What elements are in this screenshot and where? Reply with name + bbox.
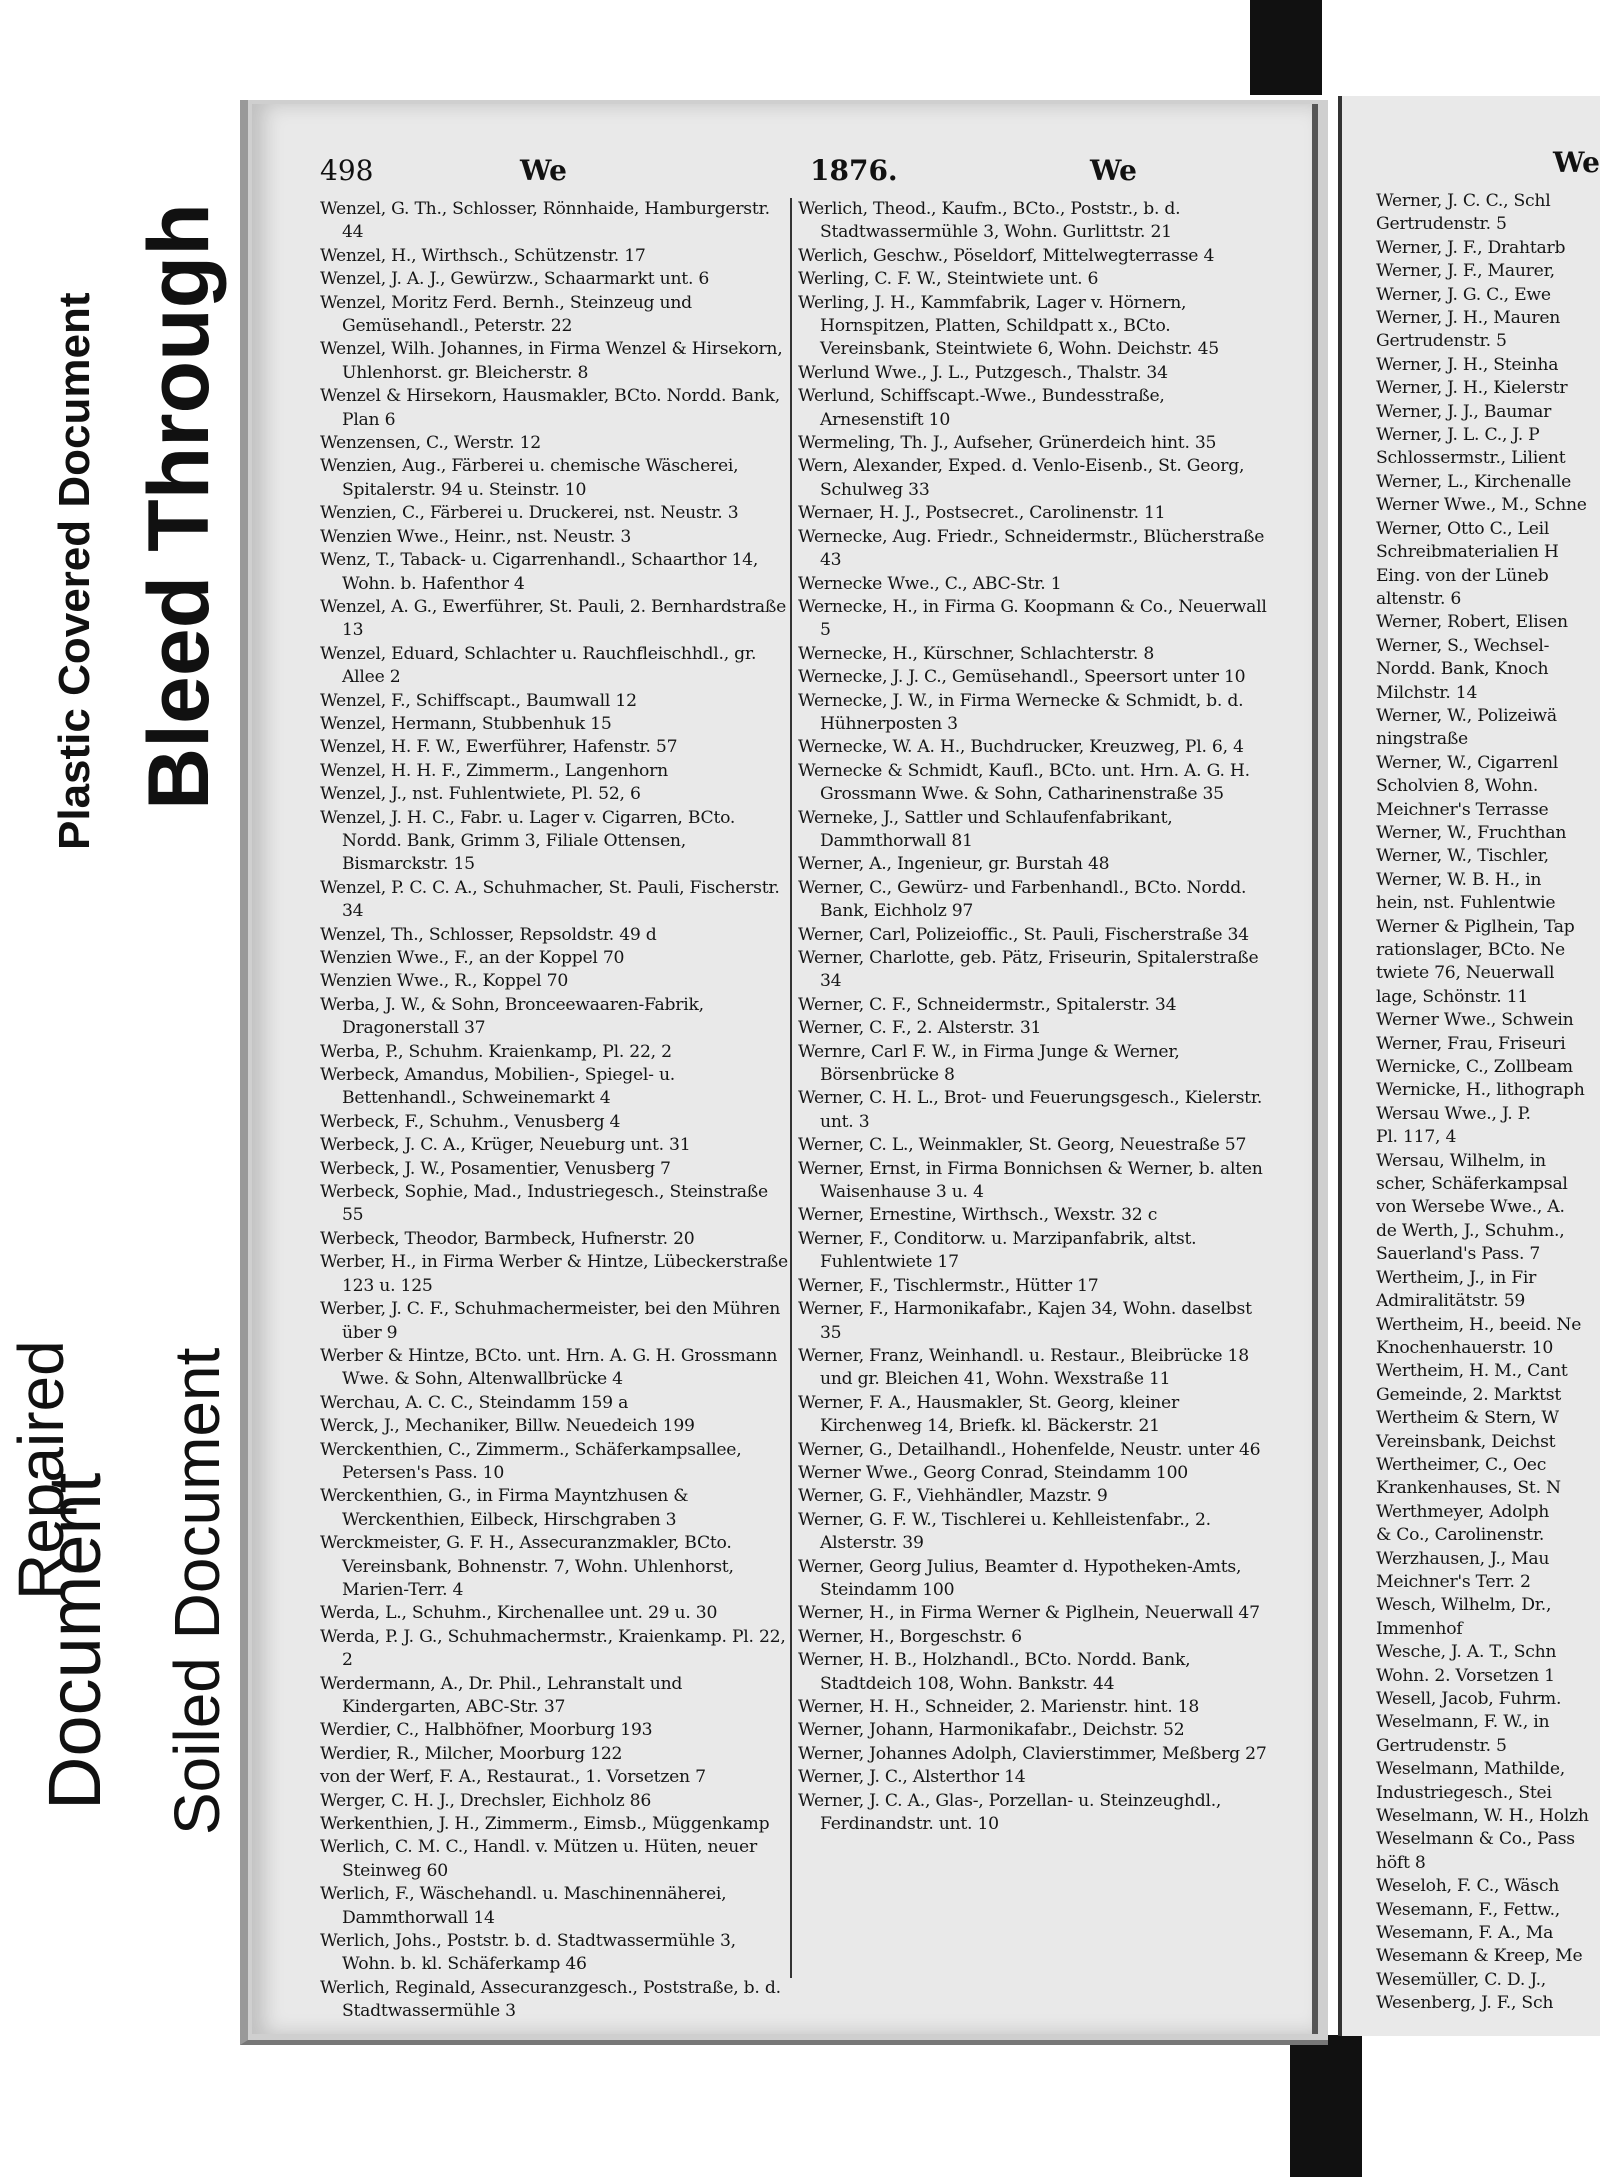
adjacent-page-line: Werner, J. F., Maurer, bbox=[1376, 261, 1555, 282]
directory-entry: Werner, C. F., Schneidermstr., Spitalerstr. 34 bbox=[798, 994, 1177, 1015]
adjacent-page-line: Weselmann & Co., Pass bbox=[1376, 1829, 1575, 1850]
page-header bbox=[320, 154, 1290, 194]
directory-entry: Werling, C. F. W., Steintwiete unt. 6 bbox=[798, 269, 1099, 290]
adjacent-page-line: Werner, Frau, Friseuri bbox=[1376, 1033, 1566, 1054]
left-column bbox=[320, 198, 790, 2024]
adjacent-page-line: Wernicke, H., lithograph bbox=[1376, 1080, 1585, 1101]
directory-entry: Werbeck, Theodor, Barmbeck, Hufnerstr. 20 bbox=[320, 1228, 695, 1249]
directory-entry: Wenzien Wwe., R., Koppel 70 bbox=[320, 971, 569, 992]
adjacent-page-line: Eing. von der Lüneb bbox=[1376, 565, 1549, 586]
adjacent-page-line: Pl. 117, 4 bbox=[1376, 1127, 1457, 1148]
directory-entry: Werdier, R., Milcher, Moorburg 122 bbox=[320, 1743, 623, 1764]
adjacent-page-line: Werner, J. C. C., Schl bbox=[1376, 191, 1551, 211]
directory-entry: Werner, Franz, Weinhandl. u. Restaur., Bleibrücke 18 und gr. Bleichen 41, Wohn. Wexstraße 11 bbox=[798, 1345, 1249, 1390]
adjacent-page-line: Wertheim, H., beeid. Ne bbox=[1376, 1314, 1582, 1335]
adjacent-page-line: Werner, L., Kirchenalle bbox=[1376, 471, 1572, 492]
adjacent-page bbox=[1338, 96, 1600, 2036]
adjacent-page-line: Werner, W., Cigarrenl bbox=[1376, 752, 1559, 773]
adjacent-page-line: hein, nst. Fuhlentwie bbox=[1376, 893, 1556, 914]
directory-entry: Werba, J. W., & Sohn, Bronceewaaren-Fabrik, Dragonerstall 37 bbox=[320, 994, 704, 1039]
soiled-document-label: Soiled Document bbox=[161, 1347, 233, 1835]
adjacent-page-line: twiete 76, Neuerwall bbox=[1376, 963, 1555, 984]
directory-entry: Wenzel, P. C. C. A., Schuhmacher, St. Pauli, Fischerstr. 34 bbox=[320, 877, 780, 922]
directory-entry: Wenzel, Hermann, Stubbenhuk 15 bbox=[320, 713, 612, 734]
directory-entry: Wenzel, Wilh. Johannes, in Firma Wenzel & Hirsekorn, Uhlenhorst. gr. Bleicherstr. 8 bbox=[320, 339, 783, 383]
directory-entry: Werner, Carl, Polizeioffic., St. Pauli, Fischerstraße 34 bbox=[798, 924, 1249, 945]
directory-entry: Wenzel, J., nst. Fuhlentwiete, Pl. 52, 6 bbox=[320, 784, 641, 805]
adjacent-page-line: Weselmann, W. H., Holzh bbox=[1376, 1806, 1589, 1827]
directory-entry: Werner, A., Ingenieur, gr. Burstah 48 bbox=[798, 854, 1110, 875]
adjacent-page-line: Werner Wwe., M., Schne bbox=[1376, 495, 1587, 516]
directory-entry: Werbeck, F., Schuhm., Venusberg 4 bbox=[320, 1111, 621, 1132]
adjacent-page-line: & Co., Carolinenstr. bbox=[1376, 1525, 1545, 1546]
directory-entry: Werlich, Geschw., Pöseldorf, Mittelwegterrasse 4 bbox=[798, 245, 1215, 266]
adjacent-page-line: Wernicke, C., Zollbeam bbox=[1376, 1057, 1573, 1078]
directory-entry: Werlund Wwe., J. L., Putzgesch., Thalstr. 34 bbox=[798, 362, 1168, 383]
adjacent-page-line: Werthmeyer, Adolph bbox=[1376, 1501, 1550, 1522]
directory-entry: Werner Wwe., Georg Conrad, Steindamm 100 bbox=[798, 1462, 1188, 1483]
adjacent-page-line: Vereinsbank, Deichst bbox=[1376, 1431, 1556, 1452]
adjacent-page-line: Werner, W., Tischler, bbox=[1376, 846, 1549, 867]
directory-entry: Wenzel, Moritz Ferd. Bernh., Steinzeug und Gemüsehandl., Peterstr. 22 bbox=[320, 292, 692, 337]
adjacent-page-line: Wesenberg, J. F., Sch bbox=[1376, 1993, 1554, 2014]
adjacent-page-line: Schreibmaterialien H bbox=[1376, 542, 1559, 563]
adjacent-page-line: Scholvien 8, Wohn. bbox=[1376, 776, 1539, 797]
directory-entry: Werner, Georg Julius, Beamter d. Hypotheken-Amts, Steindamm 100 bbox=[798, 1556, 1242, 1600]
bleed-through-label: Bleed Through bbox=[131, 203, 227, 810]
adjacent-page-line: Gertrudenstr. 5 bbox=[1376, 331, 1507, 352]
directory-entry: Wernecke, J. J. C., Gemüsehandl., Speersort unter 10 bbox=[798, 667, 1246, 688]
plastic-covered-label: Plastic Covered Document bbox=[50, 292, 99, 850]
adjacent-page-line: Wesemann & Kreep, Me bbox=[1376, 1946, 1583, 1967]
directory-entry: Wernecke, W. A. H., Buchdrucker, Kreuzweg, Pl. 6, 4 bbox=[798, 737, 1244, 758]
directory-entry: Werda, L., Schuhm., Kirchenallee unt. 29 u. 30 bbox=[320, 1603, 718, 1624]
directory-entry: Werlich, C. M. C., Handl. v. Mützen u. Hüten, neuer Steinweg 60 bbox=[320, 1837, 757, 1881]
directory-entry: Werner, F., Conditorw. u. Marzipanfabrik, altst. Fuhlentwiete 17 bbox=[798, 1228, 1197, 1273]
directory-entry: Werner, G. F., Viehhändler, Mazstr. 9 bbox=[798, 1486, 1108, 1507]
directory-entry: von der Werf, F. A., Restaurat., 1. Vorsetzen 7 bbox=[320, 1767, 706, 1788]
directory-entry: Wernecke Wwe., C., ABC-Str. 1 bbox=[798, 573, 1062, 594]
adjacent-page-line: altenstr. 6 bbox=[1376, 588, 1462, 609]
directory-entry: Wenzien, C., Färberei u. Druckerei, nst. Neustr. 3 bbox=[320, 503, 739, 524]
directory-entry: Werck, J., Mechaniker, Billw. Neuedeich 199 bbox=[320, 1416, 695, 1437]
right-running-head: We bbox=[1090, 154, 1137, 187]
directory-entry: Werbeck, J. W., Posamentier, Venusberg 7 bbox=[320, 1158, 671, 1179]
directory-entry: Werner, Johannes Adolph, Clavierstimmer, Meßberg 27 bbox=[798, 1743, 1267, 1764]
directory-entry: Werling, J. H., Kammfabrik, Lager v. Hörnern, Hornspitzen, Platten, Schildpatt x., BCto. Vereinsbank, Steintwiete 6, Wohn. Deichstr. 45 bbox=[798, 292, 1219, 360]
adjacent-page-line: Milchstr. 14 bbox=[1376, 682, 1478, 703]
directory-entry: Werner, F. A., Hausmakler, St. Georg, kleiner Kirchenweg 14, Briefk. kl. Bäckerstr. 21 bbox=[798, 1392, 1179, 1437]
adjacent-page-line: Wesch, Wilhelm, Dr., bbox=[1376, 1595, 1552, 1616]
directory-entry: Wernecke, Aug. Friedr., Schneidermstr., Blücherstraße 43 bbox=[798, 526, 1265, 571]
directory-entry: Wenzel, A. G., Ewerführer, St. Pauli, 2. Bernhardstraße 13 bbox=[320, 596, 787, 641]
directory-entry: Wenzel, J. A. J., Gewürzw., Schaarmarkt unt. 6 bbox=[320, 269, 710, 290]
adjacent-page-line: Werner, J. G. C., Ewe bbox=[1376, 284, 1551, 305]
adjacent-page-line: Werner, J. J., Baumar bbox=[1376, 401, 1552, 422]
directory-entry: Wernaer, H. J., Postsecret., Carolinenstr. 11 bbox=[798, 503, 1166, 524]
directory-entry: Wenzien Wwe., F., an der Koppel 70 bbox=[320, 948, 625, 968]
directory-entry: Wenzel, Eduard, Schlachter u. Rauchfleischhdl., gr. Allee 2 bbox=[320, 643, 757, 688]
adjacent-page-line: Schlossermstr., Lilient bbox=[1376, 448, 1566, 469]
repaired-label-line2: Document bbox=[33, 1472, 116, 1810]
directory-entry: Werner, H., in Firma Werner & Piglhein, Neuerwall 47 bbox=[798, 1603, 1260, 1624]
binder-clip-bottom bbox=[1290, 2035, 1362, 2177]
directory-entry: Wenzel, F., Schiffscapt., Baumwall 12 bbox=[320, 690, 637, 711]
directory-entry: Werlich, Reginald, Assecuranzgesch., Poststraße, b. d. Stadtwassermühle 3 bbox=[320, 1977, 781, 2022]
adjacent-page-line: rationslager, BCto. Ne bbox=[1376, 940, 1565, 960]
directory-entry: Wern, Alexander, Exped. d. Venlo-Eisenb., St. Georg, Schulweg 33 bbox=[798, 456, 1245, 500]
directory-entry: Werner, H. B., Holzhandl., BCto. Nordd. Bank, Stadtdeich 108, Wohn. Bankstr. 44 bbox=[798, 1650, 1191, 1694]
left-running-head: We bbox=[520, 154, 567, 187]
adjacent-page-line: Werner, J. H., Steinha bbox=[1376, 354, 1559, 375]
directory-entry: Werda, P. J. G., Schuhmachermstr., Kraienkamp. Pl. 22, 2 bbox=[320, 1626, 786, 1671]
page-year: 1876. bbox=[810, 154, 898, 187]
adjacent-page-column bbox=[1376, 190, 1600, 2016]
adjacent-page-line: Werner, J. H., Mauren bbox=[1376, 308, 1561, 329]
adjacent-page-line: Weselmann, Mathilde, bbox=[1376, 1759, 1565, 1780]
directory-entry: Wenzien, Aug., Färberei u. chemische Wäscherei, Spitalerstr. 94 u. Steinstr. 10 bbox=[320, 456, 739, 500]
directory-entry: Wenzel, H. F. W., Ewerführer, Hafenstr. 57 bbox=[320, 737, 678, 758]
column-divider bbox=[790, 198, 792, 1978]
directory-entry: Wernecke & Schmidt, Kaufl., BCto. unt. Hrn. A. G. H. Grossmann Wwe. & Sohn, Catharinenstraße 35 bbox=[798, 760, 1250, 805]
right-column bbox=[798, 198, 1268, 1836]
adjacent-page-line: lage, Schönstr. 11 bbox=[1376, 986, 1529, 1007]
adjacent-page-line: Wertheim, J., in Fir bbox=[1376, 1267, 1537, 1288]
directory-entry: Werner, F., Tischlermstr., Hütter 17 bbox=[798, 1275, 1099, 1296]
adjacent-page-line: Wesche, J. A. T., Schn bbox=[1376, 1642, 1557, 1663]
adjacent-page-line: Wesell, Jacob, Fuhrm. bbox=[1376, 1689, 1562, 1709]
adjacent-page-line: Admiralitätstr. 59 bbox=[1376, 1291, 1526, 1312]
directory-entry: Werlich, F., Wäschehandl. u. Maschinennäherei, Dammthorwall 14 bbox=[320, 1884, 727, 1928]
directory-entry: Werner, Johann, Harmonikafabr., Deichstr. 52 bbox=[798, 1720, 1185, 1741]
adjacent-page-line: Knochenhauerstr. 10 bbox=[1376, 1337, 1554, 1358]
directory-entry: Werner, C. F., 2. Alsterstr. 31 bbox=[798, 1018, 1042, 1039]
directory-entry: Werkenthien, J. H., Zimmerm., Eimsb., Müggenkamp bbox=[320, 1814, 770, 1835]
directory-entry: Werlich, Theod., Kaufm., BCto., Poststr., b. d. Stadtwassermühle 3, Wohn. Gurlittstr. 21 bbox=[798, 199, 1181, 243]
directory-entry: Werner, Ernst, in Firma Bonnichsen & Werner, b. alten Waisenhause 3 u. 4 bbox=[798, 1158, 1263, 1203]
adjacent-page-line: Industriegesch., Stei bbox=[1376, 1782, 1552, 1803]
adjacent-page-line: Wersau Wwe., J. P. bbox=[1376, 1103, 1531, 1124]
directory-entry: Werdermann, A., Dr. Phil., Lehranstalt und Kindergarten, ABC-Str. 37 bbox=[320, 1673, 683, 1717]
adjacent-page-header: We bbox=[1553, 146, 1600, 179]
directory-entry: Wenzel, G. Th., Schlosser, Rönnhaide, Hamburgerstr. 44 bbox=[320, 199, 770, 243]
directory-entry: Werbeck, Sophie, Mad., Industriegesch., Steinstraße 55 bbox=[320, 1182, 768, 1226]
adjacent-page-line: Werner Wwe., Schwein bbox=[1376, 1010, 1574, 1031]
directory-entry: Werner, H. H., Schneider, 2. Marienstr. hint. 18 bbox=[798, 1697, 1200, 1717]
directory-entry: Werner, J. C. A., Glas-, Porzellan- u. Steinzeughdl., Ferdinandstr. unt. 10 bbox=[798, 1790, 1222, 1835]
adjacent-page-line: Werner, W. B. H., in bbox=[1376, 869, 1542, 890]
directory-entry: Wenzel, J. H. C., Fabr. u. Lager v. Cigarren, BCto. Nordd. Bank, Grimm 3, Filiale Ottensen, Bismarckstr. 15 bbox=[320, 807, 736, 875]
directory-entry: Wermeling, Th. J., Aufseher, Grünerdeich hint. 35 bbox=[798, 433, 1217, 454]
directory-entry: Werner, J. C., Alsterthor 14 bbox=[798, 1767, 1026, 1788]
directory-entry: Werber, H., in Firma Werber & Hintze, Lübeckerstraße 123 u. 125 bbox=[320, 1252, 788, 1296]
directory-entry: Werner, F., Harmonikafabr., Kajen 34, Wohn. daselbst 35 bbox=[798, 1299, 1252, 1343]
directory-entry: Werber & Hintze, BCto. unt. Hrn. A. G. H. Grossmann Wwe. & Sohn, Altenwallbrücke 4 bbox=[320, 1345, 778, 1390]
directory-entry: Werneke, J., Sattler und Schlaufenfabrikant, Dammthorwall 81 bbox=[798, 807, 1173, 851]
directory-entry: Werckmeister, G. F. H., Assecuranzmakler, BCto. Vereinsbank, Bohnenstr. 7, Wohn. Uhlenhorst, Marien-Terr. 4 bbox=[320, 1533, 734, 1600]
directory-entry: Werner, C., Gewürz- und Farbenhandl., BCto. Nordd. Bank, Eichholz 97 bbox=[798, 877, 1247, 922]
directory-entry: Werbeck, Amandus, Mobilien-, Spiegel- u. Bettenhandl., Schweinemarkt 4 bbox=[320, 1065, 675, 1109]
adjacent-page-line: Wohn. 2. Vorsetzen 1 bbox=[1376, 1665, 1555, 1686]
directory-entry: Werner, C. L., Weinmakler, St. Georg, Neuestraße 57 bbox=[798, 1135, 1247, 1156]
adjacent-page-line: Werner, Robert, Elisen bbox=[1376, 612, 1568, 633]
adjacent-page-line: Gertrudenstr. 5 bbox=[1376, 1735, 1507, 1756]
adjacent-page-line: Wersau, Wilhelm, in bbox=[1376, 1150, 1546, 1171]
directory-entry: Werner, Charlotte, geb. Pätz, Friseurin, Spitalerstraße 34 bbox=[798, 948, 1259, 992]
adjacent-page-line: Nordd. Bank, Knoch bbox=[1376, 659, 1549, 680]
directory-entry: Werlund, Schiffscapt.-Wwe., Bundesstraße, Arnesenstift 10 bbox=[798, 386, 1165, 430]
adjacent-page-line: Weseloh, F. C., Wäsch bbox=[1376, 1876, 1560, 1897]
directory-entry: Wenzensen, C., Werstr. 12 bbox=[320, 433, 541, 454]
directory-entry: Werber, J. C. F., Schuhmachermeister, bei den Mühren über 9 bbox=[320, 1299, 781, 1343]
adjacent-page-line: Wesemann, F. A., Ma bbox=[1376, 1923, 1554, 1944]
directory-entry: Werckenthien, G., in Firma Mayntzhusen & Werckenthien, Eilbeck, Hirschgraben 3 bbox=[320, 1486, 689, 1530]
adjacent-page-line: Gemeinde, 2. Marktst bbox=[1376, 1384, 1562, 1405]
scanned-page bbox=[252, 104, 1318, 2034]
adjacent-page-line: Werner, S., Wechsel- bbox=[1376, 635, 1550, 656]
adjacent-page-line: Werner, W., Fruchthan bbox=[1376, 822, 1567, 843]
adjacent-page-line: ningstraße bbox=[1376, 729, 1468, 750]
directory-entry: Wenzien Wwe., Heinr., nst. Neustr. 3 bbox=[320, 526, 632, 547]
directory-entry: Werba, P., Schuhm. Kraienkamp, Pl. 22, 2 bbox=[320, 1041, 672, 1062]
directory-entry: Wenz, T., Taback- u. Cigarrenhandl., Schaarthor 14, Wohn. b. Hafenthor 4 bbox=[320, 550, 759, 594]
adjacent-page-line: Werner & Piglhein, Tap bbox=[1376, 916, 1575, 937]
directory-entry: Werger, C. H. J., Drechsler, Eichholz 86 bbox=[320, 1790, 652, 1811]
adjacent-page-line: Wertheim, H. M., Cant bbox=[1376, 1361, 1568, 1382]
directory-entry: Werchau, A. C. C., Steindamm 159 a bbox=[320, 1392, 629, 1413]
directory-entry: Wernecke, H., in Firma G. Koopmann & Co., Neuerwall 5 bbox=[798, 596, 1267, 641]
directory-entry: Werner, H., Borgeschstr. 6 bbox=[798, 1626, 1022, 1647]
adjacent-page-line: Werner, J. F., Drahtarb bbox=[1376, 237, 1566, 258]
directory-entry: Werner, G., Detailhandl., Hohenfelde, Neustr. unter 46 bbox=[798, 1439, 1261, 1460]
adjacent-page-line: Gertrudenstr. 5 bbox=[1376, 214, 1507, 235]
directory-entry: Wenzel, H. H. F., Zimmerm., Langenhorn bbox=[320, 760, 668, 781]
directory-entry: Wenzel & Hirsekorn, Hausmakler, BCto. Nordd. Bank, Plan 6 bbox=[320, 386, 780, 430]
adjacent-page-line: Sauerland's Pass. 7 bbox=[1376, 1244, 1541, 1265]
directory-entry: Werckenthien, C., Zimmerm., Schäferkampsallee, Petersen's Pass. 10 bbox=[320, 1439, 742, 1483]
adjacent-page-line: Werner, W., Polizeiwä bbox=[1376, 705, 1557, 726]
adjacent-page-line: Werner, J. H., Kielerstr bbox=[1376, 378, 1568, 399]
directory-entry: Wenzel, H., Wirthsch., Schützenstr. 17 bbox=[320, 245, 646, 266]
directory-entry: Werbeck, J. C. A., Krüger, Neueburg unt. 31 bbox=[320, 1135, 691, 1156]
adjacent-page-line: Weselmann, F. W., in bbox=[1376, 1712, 1550, 1733]
adjacent-page-line: von Wersebe Wwe., A. bbox=[1376, 1197, 1565, 1218]
repaired-label-line1: Repaired bbox=[5, 1340, 77, 1600]
adjacent-page-line: de Werth, J., Schuhm., bbox=[1376, 1220, 1565, 1241]
page-number: 498 bbox=[320, 154, 374, 187]
adjacent-page-line: Werzhausen, J., Mau bbox=[1376, 1548, 1550, 1569]
directory-entry: Werner, Ernestine, Wirthsch., Wexstr. 32 c bbox=[798, 1205, 1158, 1226]
adjacent-page-line: Meichner's Terrasse bbox=[1376, 799, 1549, 820]
binder-clip-top bbox=[1250, 0, 1322, 95]
directory-entry: Werner, C. H. L., Brot- und Feuerungsgesch., Kielerstr. unt. 3 bbox=[798, 1088, 1263, 1132]
directory-entry: Wernecke, J. W., in Firma Wernecke & Schmidt, b. d. Hühnerposten 3 bbox=[798, 690, 1244, 734]
adjacent-page-line: Werner, J. L. C., J. P bbox=[1376, 425, 1540, 446]
directory-entry: Wernecke, H., Kürschner, Schlachterstr. 8 bbox=[798, 643, 1155, 664]
adjacent-page-line: Immenhof bbox=[1376, 1618, 1463, 1639]
directory-entry: Wernre, Carl F. W., in Firma Junge & Werner, Börsenbrücke 8 bbox=[798, 1041, 1180, 1086]
directory-entry: Werlich, Johs., Poststr. b. d. Stadtwassermühle 3, Wohn. b. kl. Schäferkamp 46 bbox=[320, 1931, 736, 1975]
adjacent-page-line: scher, Schäferkampsal bbox=[1376, 1174, 1568, 1195]
adjacent-page-line: Wertheim & Stern, W bbox=[1376, 1408, 1559, 1429]
adjacent-page-line: Werner, Otto C., Leil bbox=[1376, 518, 1550, 539]
directory-entry: Werdier, C., Halbhöfner, Moorburg 193 bbox=[320, 1720, 653, 1741]
adjacent-page-line: Krankenhauses, St. N bbox=[1376, 1478, 1561, 1499]
adjacent-page-line: Wesemüller, C. D. J., bbox=[1376, 1969, 1547, 1990]
adjacent-page-line: höft 8 bbox=[1376, 1852, 1426, 1873]
adjacent-page-line: Wesemann, F., Fettw., bbox=[1376, 1899, 1560, 1920]
directory-entry: Werner, G. F. W., Tischlerei u. Kehlleistenfabr., 2. Alsterstr. 39 bbox=[798, 1509, 1211, 1554]
directory-entry: Wenzel, Th., Schlosser, Repsoldstr. 49 d bbox=[320, 924, 657, 945]
adjacent-page-line: Wertheimer, C., Oec bbox=[1376, 1454, 1547, 1475]
adjacent-page-line: Meichner's Terr. 2 bbox=[1376, 1571, 1531, 1592]
